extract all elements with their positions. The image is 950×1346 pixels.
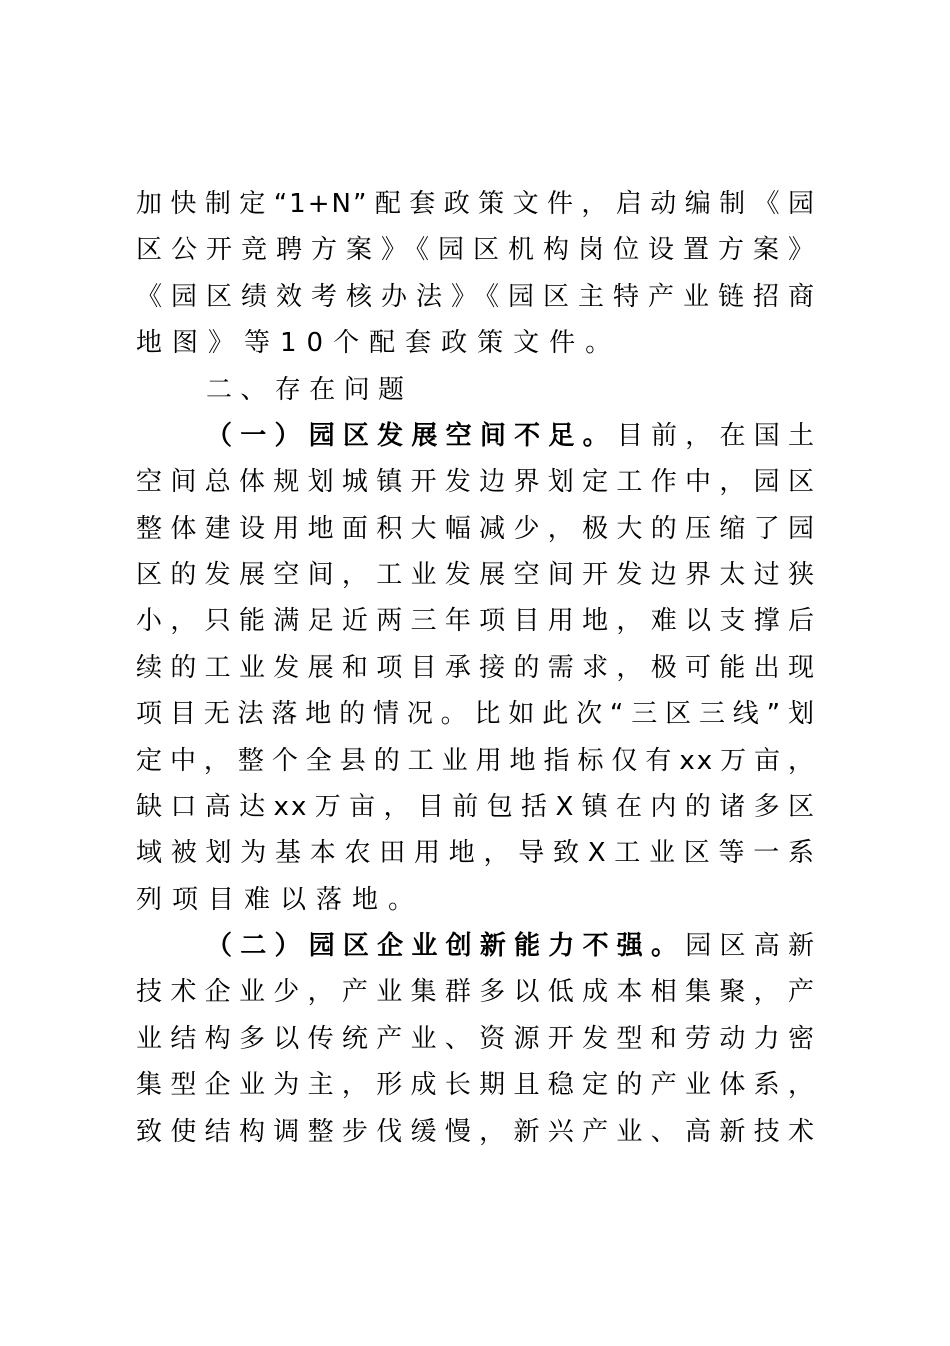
section-heading: 二、存在问题 (206, 375, 406, 405)
issue-2-line-5: 致使结构调整步伐缓慢，新兴产业、高新技术 (136, 1117, 816, 1147)
paragraph-1-line-1: 加快制定“1+N”配套政策文件，启动编制《园 (136, 189, 816, 219)
issue-1-line-7: 项目无法落地的情况。比如此次“三区三线”划 (136, 699, 816, 729)
paragraph-1-line-3: 《园区绩效考核办法》《园区主特产业链招商 (136, 282, 816, 312)
issue-2-line-4: 集型企业为主，形成长期且稳定的产业体系， (136, 1070, 816, 1100)
issue-1-first-line (206, 413, 816, 459)
issue-1-line-2: 空间总体规划城镇开发边界划定工作中，园区 (136, 467, 816, 497)
issue-1-line-4: 区的发展空间，工业发展空间开发边界太过狭 (136, 560, 816, 590)
issue-1-line-10: 域被划为基本农田用地，导致X工业区等一系 (136, 838, 816, 868)
issue-2-line-2: 技术企业少，产业集群多以低成本相集聚，产 (136, 977, 816, 1007)
issue-2-first-line-rest: 园区高新 (685, 931, 816, 961)
paragraph-1-line-2: 区公开竞聘方案》《园区机构岗位设置方案》 (136, 235, 816, 265)
issue-2-first-line (206, 923, 816, 969)
issue-2-title: （二）园区企业创新能力不强。 (206, 931, 686, 961)
issue-1-line-3: 整体建设用地面积大幅减少，极大的压缩了园 (136, 514, 816, 544)
issue-1-line-5: 小，只能满足近两三年项目用地，难以支撑后 (136, 606, 816, 636)
issue-2-line-3: 业结构多以传统产业、资源开发型和劳动力密 (136, 1024, 816, 1054)
issue-1-line-6: 续的工业发展和项目承接的需求，极可能出现 (136, 653, 816, 683)
paragraph-1-line-4: 地图》等10个配套政策文件。 (136, 328, 622, 358)
issue-1-line-8: 定中，整个全县的工业用地指标仅有xx万亩， (136, 746, 816, 776)
issue-1-title: （一）园区发展空间不足。 (206, 421, 617, 451)
issue-1-line-11: 列项目难以落地。 (136, 885, 425, 915)
issue-1-first-line-rest: 目前，在国土 (616, 421, 816, 451)
issue-1-line-9: 缺口高达xx万亩，目前包括X镇在内的诸多区 (136, 792, 816, 822)
